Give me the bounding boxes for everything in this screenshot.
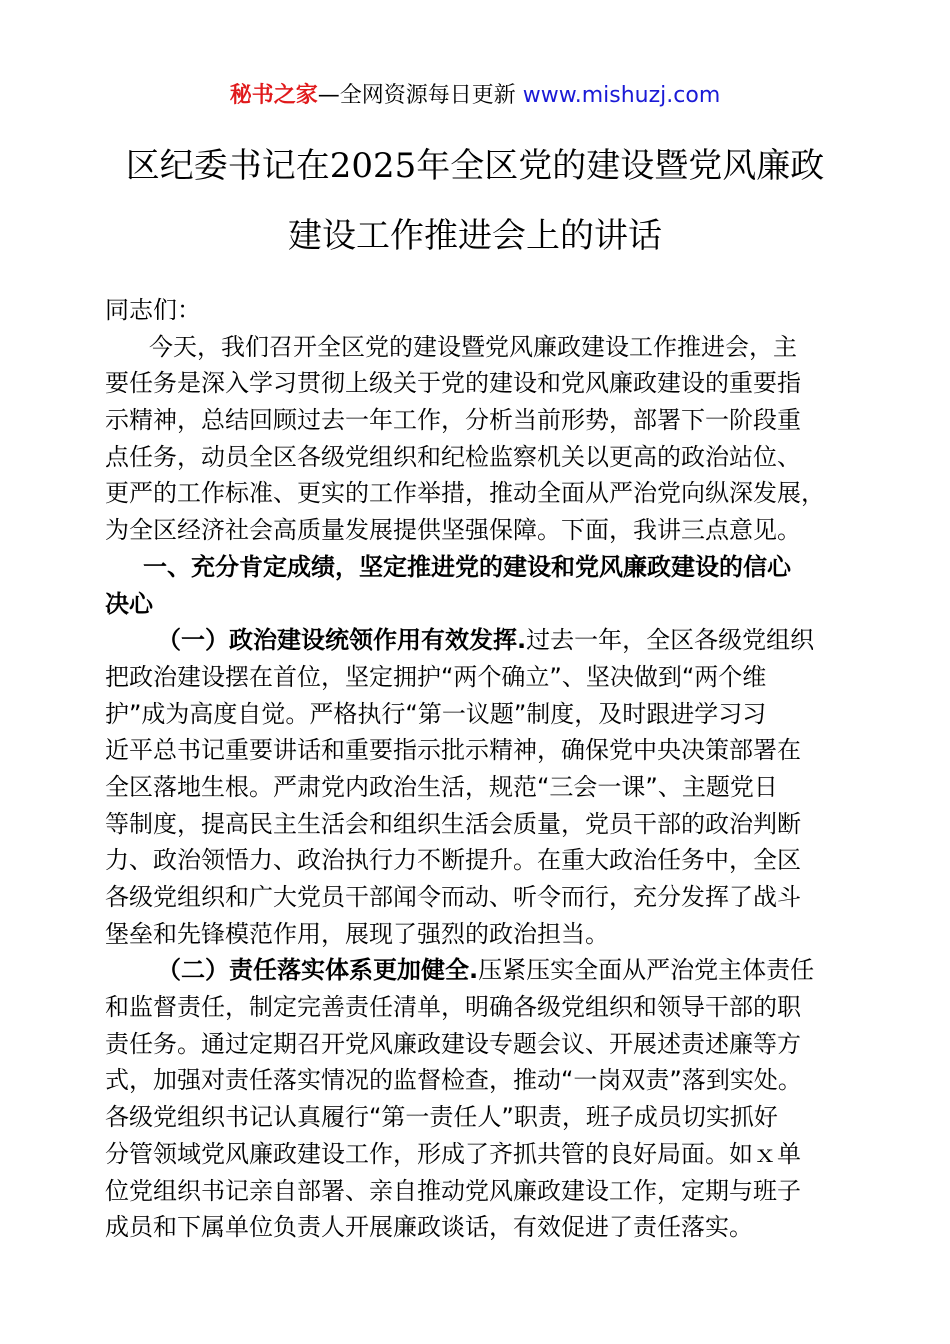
site-header xyxy=(0,80,950,112)
paragraph-line: 近平总书记重要讲话和重要指示批示精神，确保党中央决策部署在 xyxy=(105,736,801,765)
subsection-1-paragraph xyxy=(105,622,865,952)
paragraph-line: 要任务是深入学习贯彻上级关于党的建设和党风廉政建设的重要指 xyxy=(105,369,801,398)
paragraph-line: 为全区经济社会高质量发展提供坚强保障。下面，我讲三点意见。 xyxy=(105,516,801,545)
paragraph-line: 堡垒和先锋模范作用，展现了强烈的政治担当。 xyxy=(105,919,609,948)
section-heading-line: 决心 xyxy=(105,589,153,618)
site-url-link[interactable]: www.mishuzj.com xyxy=(522,83,721,108)
paragraph-line: 今天，我们召开全区党的建设暨党风廉政建设工作推进会，主 xyxy=(149,332,797,361)
salutation: 同志们： xyxy=(105,296,201,324)
paragraph-line: 点任务，动员全区各级党组织和纪检监察机关以更高的政治站位、 xyxy=(105,442,801,471)
site-tagline: —全网资源每日更新 xyxy=(317,83,516,108)
paragraph-line: 和监督责任，制定完善责任清单，明确各级党组织和领导干部的职 xyxy=(105,993,801,1022)
paragraph-line: 更严的工作标准、更实的工作举措，推动全面从严治党向纵深发展， xyxy=(105,479,825,508)
document-body xyxy=(105,292,865,1246)
paragraph-line xyxy=(105,952,865,989)
document-title-line-2: 建设工作推进会上的讲话 xyxy=(288,216,662,256)
paragraph-line: 式，加强对责任落实情况的监督检查，推动“一岗双责”落到实处。 xyxy=(105,1066,802,1095)
paragraph-line: 成员和下属单位负责人开展廉政谈话，有效促进了责任落实。 xyxy=(105,1213,753,1242)
site-brand: 秘书之家 xyxy=(229,83,318,108)
paragraph-line: 各级党组织书记认真履行“第一责任人”职责，班子成员切实抓好 xyxy=(105,1103,778,1132)
paragraph-text: 过去一年，全区各级党组织 xyxy=(526,626,815,655)
subsection-heading: （二）责任落实体系更加健全. xyxy=(157,956,479,985)
paragraph-line: 示精神，总结回顾过去一年工作，分析当前形势，部署下一阶段重 xyxy=(105,406,801,435)
section-heading-line: 一、充分肯定成绩，坚定推进党的建设和党风廉政建设的信心 xyxy=(143,552,791,581)
document-title-line-1: 区纪委书记在2025年全区党的建设暨党风廉政 xyxy=(125,146,825,186)
intro-paragraph xyxy=(105,329,865,549)
paragraph-line: 把政治建设摆在首位，坚定拥护“两个确立”、坚决做到“两个维 xyxy=(105,662,767,691)
paragraph-line: 护”成为高度自觉。严格执行“第一议题”制度，及时跟进学习习 xyxy=(105,699,767,728)
paragraph-line: 力、政治领悟力、政治执行力不断提升。在重大政治任务中，全区 xyxy=(105,846,801,875)
paragraph-line: 位党组织书记亲自部署、亲自推动党风廉政建设工作，定期与班子 xyxy=(105,1176,801,1205)
paragraph-line: 各级党组织和广大党员干部闻令而动、听令而行，充分发挥了战斗 xyxy=(105,883,801,911)
paragraph-line: 全区落地生根。严肃党内政治生活，规范“三会一课”、主题党日 xyxy=(105,772,778,801)
paragraph-line: 分管领域党风廉政建设工作，形成了齐抓共管的良好局面。如ｘ单 xyxy=(105,1139,801,1168)
section-1-heading xyxy=(105,549,865,622)
paragraph-text: 压紧压实全面从严治党主体责任 xyxy=(478,956,815,985)
subsection-heading: （一）政治建设统领作用有效发挥. xyxy=(157,626,527,655)
subsection-2-paragraph xyxy=(105,952,865,1246)
paragraph-line: 等制度，提高民主生活会和组织生活会质量，党员干部的政治判断 xyxy=(105,809,801,838)
paragraph-line: 责任务。通过定期召开党风廉政建设专题会议、开展述责述廉等方 xyxy=(105,1029,801,1058)
paragraph-line xyxy=(105,622,865,659)
